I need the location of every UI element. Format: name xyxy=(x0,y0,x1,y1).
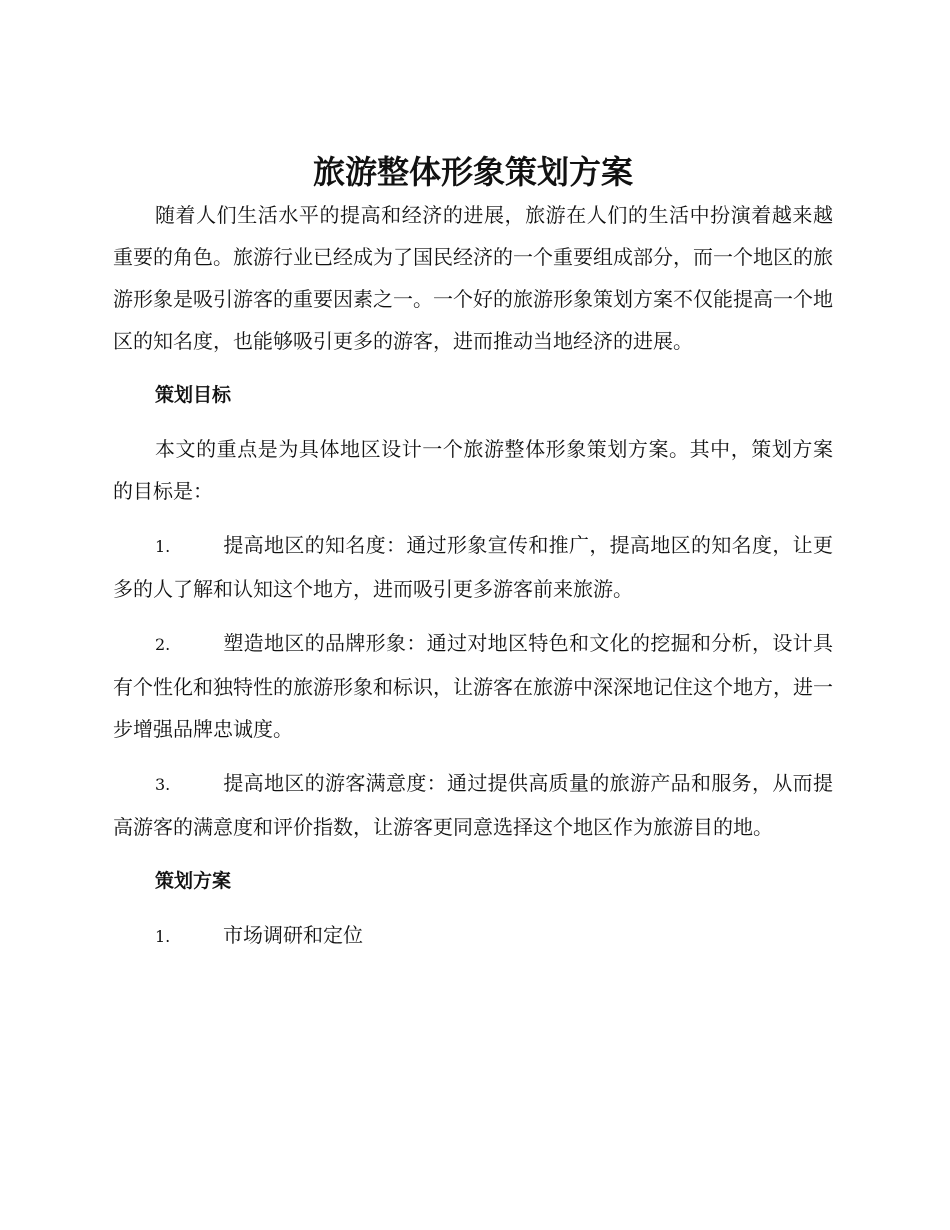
list-item xyxy=(113,622,833,750)
goals-paragraph: 本文的重点是为具体地区设计一个旅游整体形象策划方案。其中，策划方案的目标是： xyxy=(113,437,833,503)
list-number: 3. xyxy=(155,775,171,794)
list-item xyxy=(113,914,833,958)
list-item xyxy=(113,762,833,848)
list-number: 1. xyxy=(155,927,171,946)
section-heading-plan: 策划方案 xyxy=(155,870,232,892)
list-number: 1. xyxy=(155,537,171,556)
document-title: 旅游整体形象策划方案 xyxy=(312,153,633,191)
document-page xyxy=(113,150,833,958)
intro-paragraph: 随着人们生活水平的提高和经济的进展，旅游在人们的生活中扮演着越来越重要的角色。旅游行业已经成为了国民经济的一个重要组成部分，而一个地区的旅游形象是吸引游客的重要因素之一。一个好的旅游形象策划方案不仅能提高一个地区的知名度，也能够吸引更多的游客，进而推动当地经济的进展。 xyxy=(113,203,833,353)
list-text: 提高地区的知名度：通过形象宣传和推广，提高地区的知名度，让更多的人了解和认知这个地方，进而吸引更多游客前来旅游。 xyxy=(113,533,833,601)
list-number: 2. xyxy=(155,635,171,654)
list-item xyxy=(113,524,833,610)
list-text: 提高地区的游客满意度：通过提供高质量的旅游产品和服务，从而提高游客的满意度和评价指数，让游客更同意选择这个地区作为旅游目的地。 xyxy=(113,771,833,839)
list-text: 塑造地区的品牌形象：通过对地区特色和文化的挖掘和分析，设计具有个性化和独特性的旅游形象和标识，让游客在旅游中深深地记住这个地方，进一步增强品牌忠诚度。 xyxy=(113,631,833,741)
list-text: 市场调研和定位 xyxy=(223,923,363,947)
section-heading-goals: 策划目标 xyxy=(155,384,232,406)
